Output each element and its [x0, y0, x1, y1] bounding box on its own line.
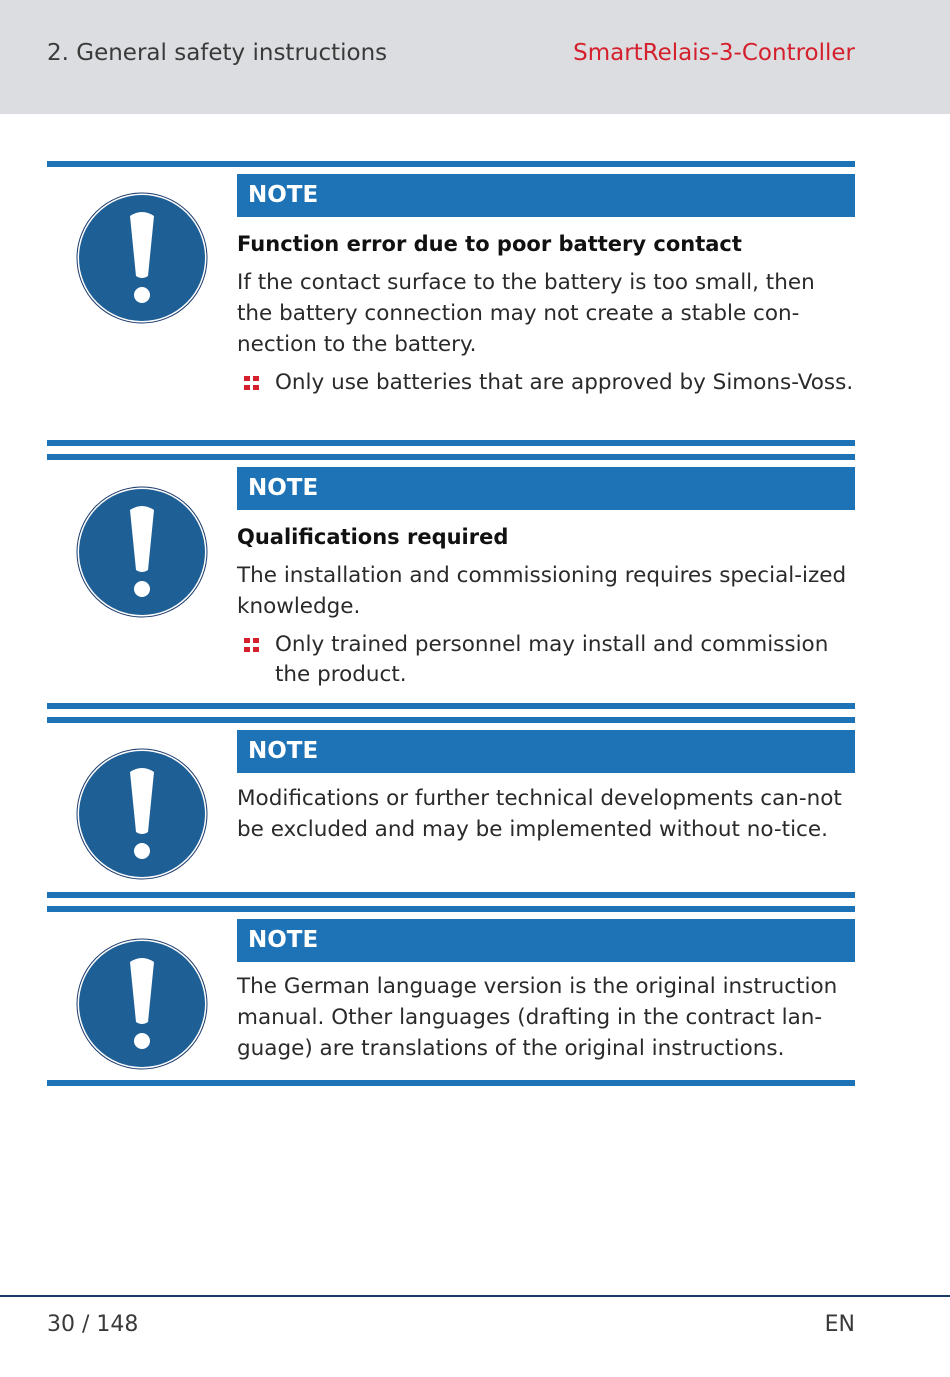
page-number: 30 / 148: [47, 1312, 139, 1337]
note-body: If the contact surface to the battery is too small, then the battery connection may not create a stable con-nection to the battery.: [237, 270, 815, 357]
note-box-qualifications: [47, 454, 855, 709]
note-title: Function error due to poor battery contact: [237, 232, 742, 256]
exclamation-icon: [76, 748, 208, 880]
language-code: EN: [824, 1312, 855, 1337]
note-title: Qualifications required: [237, 525, 509, 549]
section-title: 2. General safety instructions: [47, 40, 388, 66]
note-label: NOTE: [237, 467, 855, 510]
footer-divider: [0, 1295, 950, 1297]
note-box-modifications: [47, 717, 855, 898]
note-label: NOTE: [237, 730, 855, 773]
note-body: The German language version is the original instruction manual. Other languages (drafting in the contract lan-guage) are translations of the original instructions.: [237, 974, 838, 1061]
bullet-square-icon: [244, 376, 259, 390]
note-bullet: [237, 630, 855, 690]
exclamation-icon: [76, 938, 208, 1070]
note-body: The installation and commissioning requires special-ized knowledge.: [237, 563, 847, 619]
note-bullet: [237, 368, 855, 398]
note-bullet-text: Only use batteries that are approved by Simons-Voss.: [275, 370, 854, 395]
note-label: NOTE: [237, 919, 855, 962]
note-box-battery: [47, 161, 855, 446]
exclamation-icon: [76, 192, 208, 324]
page-header: [0, 0, 950, 114]
note-bullet-text: Only trained personnel may install and commission the product.: [275, 632, 829, 687]
bullet-square-icon: [244, 638, 259, 652]
note-box-language: [47, 906, 855, 1086]
exclamation-icon: [76, 486, 208, 618]
note-body: Modifications or further technical developments can-not be excluded and may be implemented without no-tice.: [237, 786, 842, 842]
product-name: SmartRelais-3-Controller: [573, 40, 855, 66]
note-label: NOTE: [237, 174, 855, 217]
